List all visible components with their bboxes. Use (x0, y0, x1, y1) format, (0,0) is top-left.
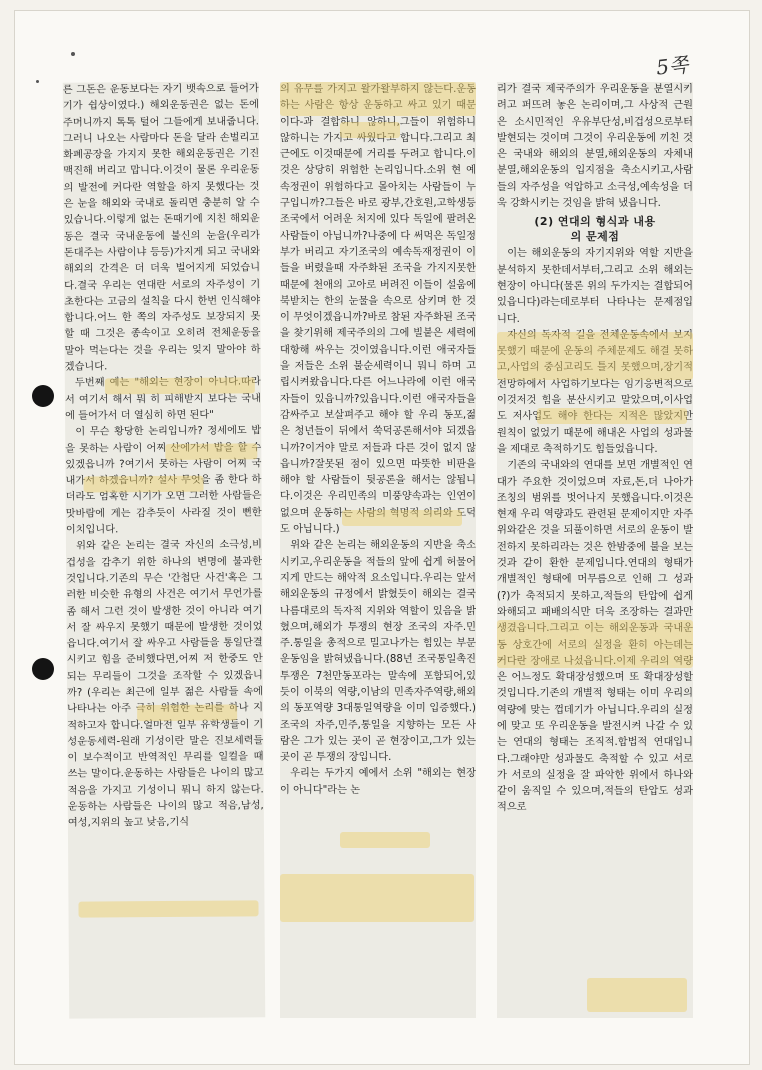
paragraph: 이 무슨 황당한 논리입니까? 정세에도 밥을 못하는 사람이 어찌 산에가서 밥을 할 수 있겠읍니까 ?여기서 못하는 사람이 어찌 국내가서 하겠읍니까? 설사 무엇을 좀 한다 하더라도 엄혹한 시기가 오면 그러한 사람들은 맛바람에 게는 감추듯이 사라질 것이 뻔한 이치입니다. (65, 425, 262, 536)
paragraph: 이는 해외운동의 자기지위와 역할 지반을 분석하지 못한데서부터,그리고 소위 해외는 현장이 아니다(물론 위의 두가지는 결합되어 있읍니다)라는데로부터 나타나는 문제점입니다. (497, 248, 693, 325)
paragraph: 두번째 예는 "해외는 현장이 아니다.따라서 여기서 해서 뭐 히 피해받지 보다는 국내에 들어가서 더 열심히 하면 된다" (64, 376, 261, 422)
punch-hole-top (32, 385, 54, 407)
handwritten-page-number: 5쪽 (654, 52, 690, 80)
stray-dot (36, 80, 39, 83)
section-heading-line: (2) 연대의 형식과 내용 (534, 215, 656, 229)
paragraph: 른 그돈은 운동보다는 자기 뱃속으로 들어가기가 쉽상이였다.) 해외운동권은 없는 돈에 주머니까지 톡톡 털어 그들에게 보내줍니다.그러니 나오는 사람마다 돈을 달라 손벌리고 화폐공장을 가지지 못한 해외운동권은 기진맥진해 버리고 맙니다.이것이 물론 우리운동의 발전에 커다란 역할을 하지 못했다는 것은 눈을 해외와 국내로 돌리면 충분히 알 수 있습니다.이렇게 없는 돈때기에 지친 해외운동은 결국 국내운동에 불신의 눈을(우리가 돈대주는 사람이냐 등등)가지게 되고 국내와 해외의 간격은 더 더욱 벌어지게 되었습니다.결국 우리는 연대란 서로의 자주성이 기초한다는 고금의 설칙을 다시 한번 인식해야 합니다.어느 한 쪽의 자주성도 보장되지 못할 때 그것은 종속이고 오히려 전체운동을 말아 먹는다는 것을 우리는 잊지 말아야 하겠습니다. (62, 83, 261, 373)
paragraph: 리가 결국 제국주의가 우리운동을 분열시키려고 퍼뜨려 놓은 논리이며,그 사상적 근원은 소시민적인 우유부단성,비겁성으로부터 발현되는 것이며 그것이 우리운동에 끼친 것은 국내와 해외의 분열,해외운동의 자체내 분열,해외운동의 입지점을 축소시키고,사람들의 자주성을 억압하고 소극성,예속성을 더욱 강화시키는 것임을 밝혀 냈읍니다. (497, 84, 693, 210)
paragraph: 기존의 국내와의 연대를 보면 개별적인 연대가 주요한 것이었으며 자료,돈,더 나아가 조칭의 범위를 벗어나지 못했읍니다.이것은 현재 우리 역량과도 관련된 문제이지만 자주 위와같은 것을 되풀이하면 서로의 운동이 발전하지 못하리라는 것은 한밤중에 불을 보는 것과 같이 환한 문제입니다.연대의 형태가 개별적인 형태에 머무름으로 인해 그 성과(?)가 축적되지 못하고,적들의 탄압에 쉽게 와해되고 패배의식만 더욱 조장하는 결과만 생겼읍니다.그리고 이는 해외운동과 국내운동 상호간에 서로의 실정을 환히 아는데는 커다란 장애로 나섰읍니다.이제 우리의 역량은 어느정도 확대장성했으며 또 확대장성할 것입니다.기존의 개별적 형태는 이미 우리의 역량에 맞는 껍데기가 아닙니다.우리의 실정에 맞고 또 우리운동을 발전시켜 나갈 수 있는 연대의 형태는 조직적.합법적 연대입니다.그래야만 성과물도 축적할 수 있고 서로가 서로의 실정을 잘 파악한 위에서 하나와 같이 움직일 수 있으며,적들의 탄압도 성과적으로 (497, 460, 693, 814)
article-column-middle (280, 82, 476, 1018)
marker-highlight (280, 874, 474, 922)
section-heading (497, 214, 693, 244)
paragraph: 의 유무를 가지고 왈가왈부하지 않는다.운동하는 사람은 항상 운동하고 싸고 있기 때문이다-과 결합하니 않하니,그들이 위험하니 않하니는 가지고 싸웠다고 합니다.그리고 최근에도 이것때문에 거리를 두려고 합니다.이것은 상당히 위험한 논리입니다.소위 현 예속정권이 위험하다고 몰아치는 사람들이 누구입니까?그들은 바로 광부,간호원,고학생등 조국에서 어려운 처지에 있다 독일에 팔려온 사람들이 아닙니까?나중에 다 써먹은 독일정부가 버리고 자기조국의 예속독재정권이 이들을 버렸을때 자주화된 조국을 가지지못한 때문에 천애의 고아로 버려진 이들이 설움에 북받치는 한의 눈물을 속으로 삼키며 한 것이 무엇이겠읍니까?바로 참된 자주화된 조국을 찾기위해 제국주의의 그에 빌붙은 세력에 대항해 싸우는 것이였읍니다.이런 애국자들을 저들은 소위 불순세력이니 뭐니 하며 고립시켜왔읍니다.다른 어느나라에 이런 애국자들이 있읍니까?있읍니다.이런 애국자들을 감싸주고 보살펴주고 해야 할 우리 동포,젊은 청년들이 뒤에서 쑥덕공론해서야 되겠읍니까?이거야 말로 저들과 다른 것이 없지 않읍니까?잘못된 점이 있으면 따뜻한 비판을 해야 할 사람들이 뒷공론을 해서는 않됩니다.이것은 우리민족의 미풍양속과는 인연이 없으며 운동하는 사람의 혁명적 의리와 도덕도 아닙니다.) (280, 84, 476, 536)
article-column-right (497, 82, 693, 1018)
article-column-left (63, 81, 266, 1018)
paragraph: 자신의 독자적 길을 전체운동속에서 보지 못했기 때문에 운동의 주체문제도 해결 못하고,사업의 중심고리도 틀지 못했으며,장기적 전망하에서 사업하기보다는 임기응변적으로 이것저것 힘을 분산시키고 말았으며,이사업도 저사업도 해야 한다는 지적은 많았지만 원칙이 없었기 때문에 해내온 사업의 성과물을 제대로 축적하기도 힘들었읍니다. (497, 329, 693, 455)
paragraph: 위와 같은 논리는 해외운동의 지반을 축소시키고,우리운동을 적들의 앞에 쉽게 허물어지게 만드는 해악적 요소입니다.우리는 앞서 해외운동의 규정에서 밝혔듯이 해외는 결국 나름대로의 독자적 지위와 역할이 있음을 밝혔으며,해외가 투쟁의 현장 조국의 자주.민주.통일을 총적으로 밀고나가는 힘있는 부문운동임을 밝혀냈읍니다.(88년 조국통일촉진투쟁은 7천만동포라는 말속에 포함되어,있듯이 이북의 역량,이남의 민족자주역량,해외의 동포역량 3대통일역량을 이미 입증했다.)조국의 자주,민주,통일을 지향하는 모든 사람은 그가 있는 곳이 곧 현장이고,그가 있는 곳이 곧 투쟁의 장입니다. (280, 540, 476, 764)
paragraph: 위와 같은 논리는 결국 자신의 소극성,비겁성을 감추기 위한 하나의 변명에 불과한 것입니다.기존의 무슨 '간첩단 사건'혹은 그러한 비슷한 유형의 사건은 여기서 무언가를 좀 해서 그런 것이 발생한 것이 아니라 여기서 잘 싸우지 못했기 때문에 발생한 것이었읍니다.여기서 잘 싸우고 사람들을 통일단결시키고 힘을 준비했다면,어찌 저 한중도 안되는 무리들이 그것을 조작할 수 있겠읍니까? (우리는 최근에 일부 젊은 사람들 속에 나타나는 아주 극히 위험한 논리를 하나 지적하고자 합니다.얼마전 일부 유학생들이 기성운동세력-원래 기성이란 말은 진보세력들이 보수적이고 반역적인 무리를 일컬을 때 쓰는 말이다.운동하는 사람들은 나이의 많고 적음을 가지고 기성이니 뭐니 하지 않는다.운동하는 사람들은 나이의 많고 적음,남성,여성,지위의 높고 낮음,기식 (66, 539, 264, 830)
section-heading-line: 의 문제점 (570, 230, 620, 244)
marker-highlight (340, 832, 430, 848)
marker-highlight (587, 978, 687, 1012)
stray-dot (71, 52, 75, 56)
paragraph: 우리는 두가지 예에서 소위 "해외는 현장이 아니다"라는 논 (280, 768, 476, 796)
marker-highlight (78, 900, 258, 917)
punch-hole-bottom (32, 658, 54, 680)
